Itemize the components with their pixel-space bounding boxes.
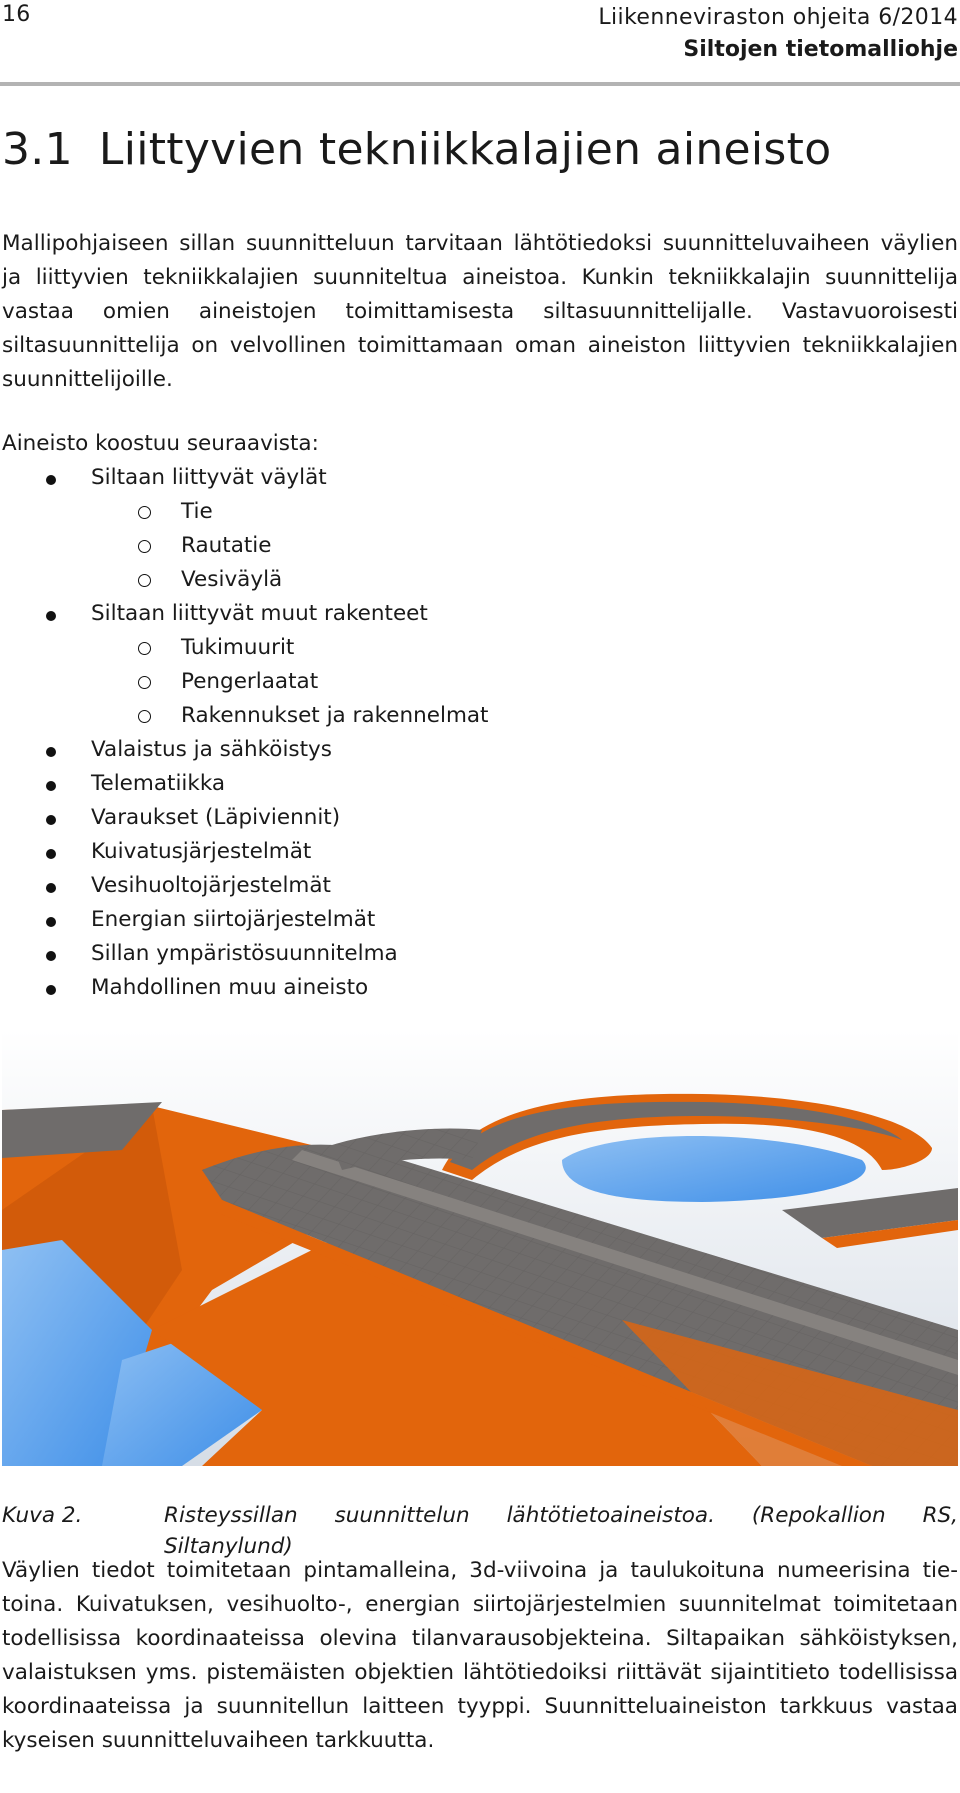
list-item-text: Rautatie bbox=[181, 533, 272, 558]
list-item-text: Vesiväylä bbox=[181, 567, 283, 592]
list-item bbox=[0, 869, 960, 903]
bullet-icon bbox=[46, 951, 56, 961]
sub-list-item bbox=[0, 495, 960, 529]
bridge-model-render bbox=[2, 1030, 958, 1466]
list-item-text: Energian siirtojärjestelmät bbox=[91, 907, 376, 932]
circle-bullet-icon bbox=[138, 710, 151, 723]
closing-paragraph: Väylien tiedot toimitetaan pintamalleina, 3d-viivoina ja taulukoituna numeerisina tietoina. Kuivatuksen, vesihuolto-, energian siirtojärjestelmien suunnitelmat toimitetaan todellisissa koordinaateissa olevina tilanvarausobjekteina. Siltapaikan sähköistyksen, valaistuksen yms. pistemäisten objektien lähtötiedoiksi riittävät sijaintitieto todellisissa koordinaateissa ja suunnitellun laitteen tyyppi. Suunnitteluaineiston tarkkuus vastaa kyseisen suunnitteluvaiheen tarkkuutta. bbox=[2, 1558, 958, 1753]
list-item-text: Pengerlaatat bbox=[181, 669, 319, 694]
bullet-icon bbox=[46, 781, 56, 791]
list-item-text: Varaukset (Läpiviennit) bbox=[91, 805, 341, 830]
caption-label: Kuva 2. bbox=[2, 1503, 83, 1528]
section-number: 3.1 bbox=[2, 124, 73, 175]
list-item-text: Telematiikka bbox=[91, 771, 226, 796]
list-item bbox=[0, 767, 960, 801]
list-item-text: Siltaan liittyvät muut rakenteet bbox=[91, 601, 428, 626]
list-item bbox=[0, 801, 960, 835]
circle-bullet-icon bbox=[138, 676, 151, 689]
page-number: 16 bbox=[2, 2, 31, 27]
list-item-text: Tie bbox=[181, 499, 213, 524]
bullet-icon bbox=[46, 747, 56, 757]
sub-list-item bbox=[0, 529, 960, 563]
header-divider bbox=[0, 82, 960, 86]
running-title bbox=[598, 2, 958, 66]
list-item bbox=[0, 937, 960, 971]
list-item-text: Valaistus ja sähköistys bbox=[91, 737, 332, 762]
list-item-text: Mahdollinen muu aineisto bbox=[91, 975, 369, 1000]
list-item-text: Sillan ympäristösuunnitelma bbox=[91, 941, 398, 966]
list-item bbox=[0, 971, 960, 1005]
list-item-text: Rakennukset ja rakennelmat bbox=[181, 703, 489, 728]
sub-list-item bbox=[0, 699, 960, 733]
bullet-icon bbox=[46, 475, 56, 485]
list-item bbox=[0, 903, 960, 937]
sub-list-item bbox=[0, 563, 960, 597]
bullet-icon bbox=[46, 917, 56, 927]
circle-bullet-icon bbox=[138, 506, 151, 519]
circle-bullet-icon bbox=[138, 574, 151, 587]
series-title: Liikenneviraston ohjeita 6/2014 bbox=[598, 5, 958, 30]
list-item-text: Tukimuurit bbox=[181, 635, 295, 660]
bullet-icon bbox=[46, 985, 56, 995]
section-heading bbox=[2, 124, 831, 175]
list-item bbox=[0, 733, 960, 767]
section-title: Liittyvien tekniikkalajien aineisto bbox=[98, 124, 832, 175]
bullet-icon bbox=[46, 815, 56, 825]
list-item-text: Vesihuoltojärjestelmät bbox=[91, 873, 331, 898]
document-title: Siltojen tietomalliohje bbox=[683, 37, 958, 62]
bullet-icon bbox=[46, 611, 56, 621]
sub-list-item bbox=[0, 631, 960, 665]
bullet-icon bbox=[46, 849, 56, 859]
list-intro: Aineisto koostuu seuraavista: bbox=[2, 431, 319, 456]
list-item-text: Kuivatusjärjestelmät bbox=[91, 839, 312, 864]
page-header bbox=[0, 0, 960, 86]
list-item bbox=[0, 835, 960, 869]
material-list bbox=[0, 461, 960, 1005]
list-item-text: Siltaan liittyvät väylät bbox=[91, 465, 327, 490]
list-item bbox=[0, 597, 960, 631]
intro-paragraph: Mallipohjaiseen sillan suunnitteluun tarvitaan lähtötiedoksi suunnitteluvaiheen väylien ja liittyvien tekniikkalajien suunniteltua aineistoa. Kunkin tekniikkalajin suunnittelija vastaa omien aineistojen toimittamisesta siltasuunnittelijalle. Vastavuoroisesti siltasuunnittelija on velvollinen toimittamaan oman aineiston liittyvien tekniikkalajien suunnittelijoille. bbox=[2, 231, 958, 392]
list-item bbox=[0, 461, 960, 495]
sub-list-item bbox=[0, 665, 960, 699]
bullet-icon bbox=[46, 883, 56, 893]
caption-text: Risteyssillan suunnittelun lähtötietoaineistoa. (Repokallion RS, Siltanylund) bbox=[164, 1503, 958, 1559]
circle-bullet-icon bbox=[138, 540, 151, 553]
circle-bullet-icon bbox=[138, 642, 151, 655]
bridge-model-figure bbox=[2, 1030, 958, 1466]
